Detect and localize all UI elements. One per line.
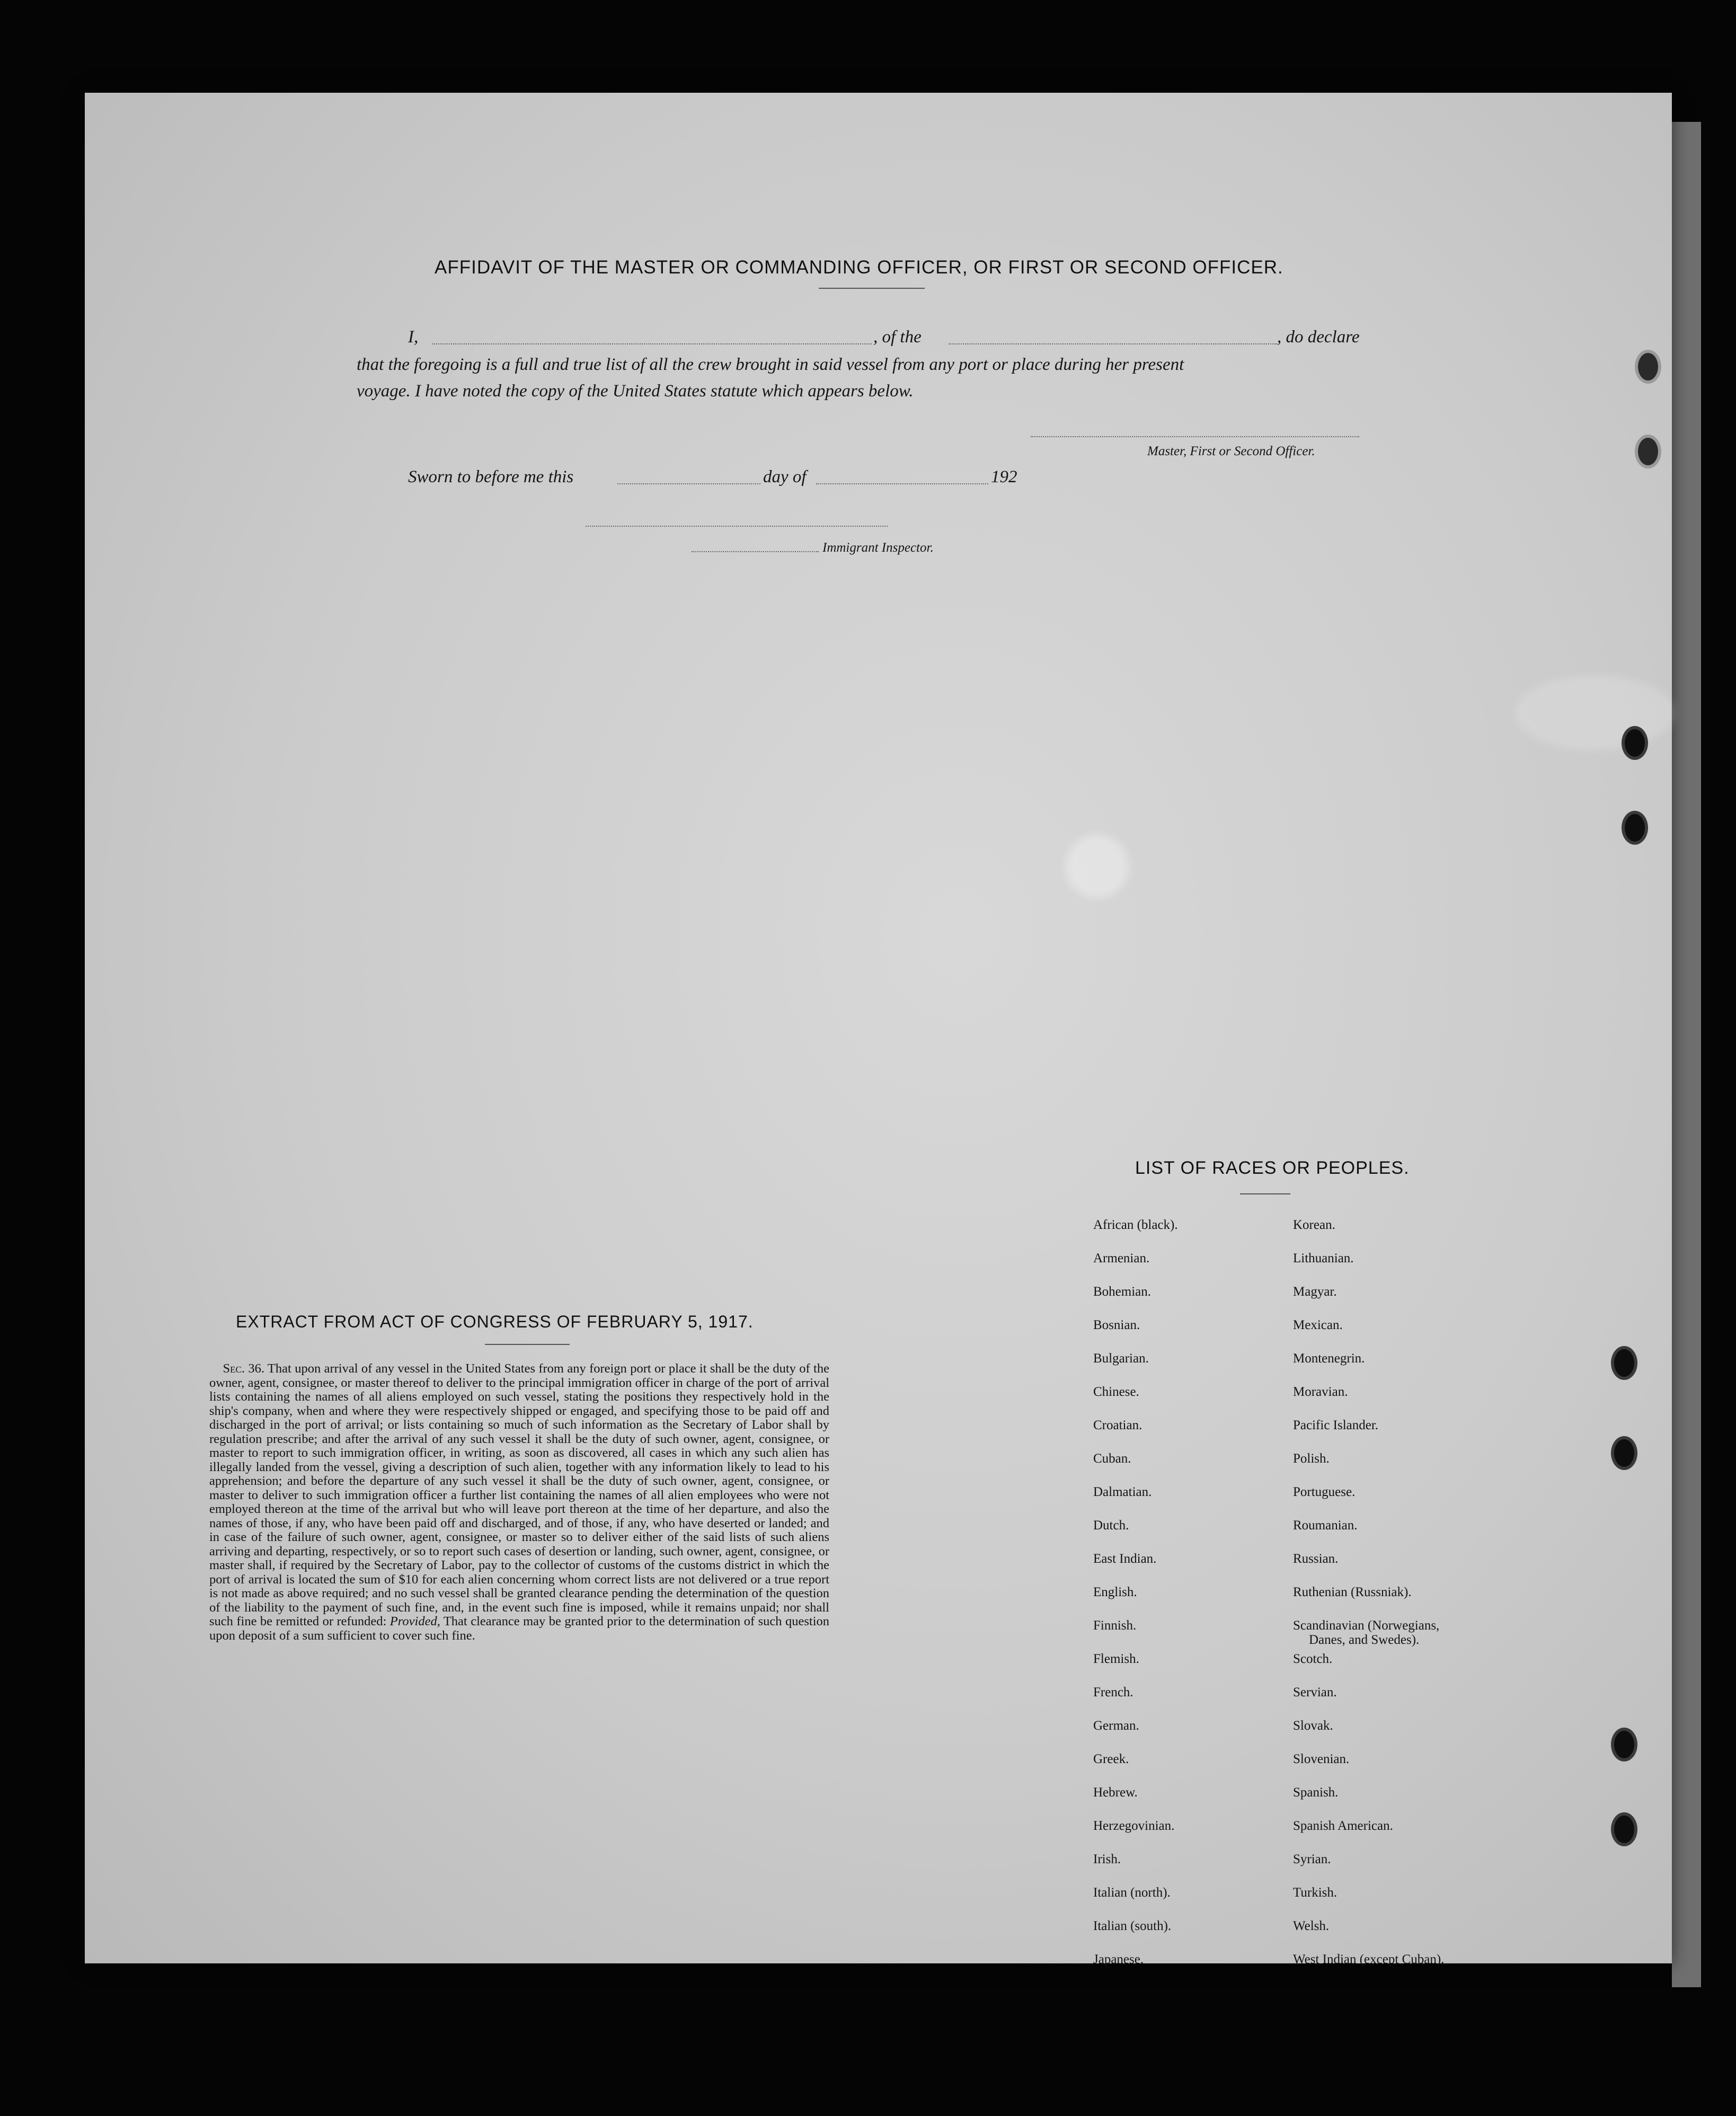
race-entry: Montenegrin. — [1293, 1351, 1365, 1366]
race-entry: Italian (south). — [1093, 1919, 1172, 1933]
witness-line[interactable] — [586, 526, 888, 527]
sworn-month-line[interactable] — [816, 483, 988, 484]
declarant-label: I, — [408, 327, 419, 347]
race-entry: East Indian. — [1093, 1552, 1157, 1566]
binder-hole — [1611, 1812, 1637, 1846]
race-entry: Korean. — [1293, 1218, 1335, 1232]
race-entry: Scotch. — [1293, 1652, 1333, 1666]
races-title: LIST OF RACES OR PEOPLES. — [1135, 1158, 1410, 1178]
light-glare — [1065, 835, 1129, 898]
race-entry: Cuban. — [1093, 1451, 1131, 1466]
affidavit-statement-line1: that the foregoing is a full and true list of all the crew brought in said vessel from any port or place during her present — [357, 355, 1184, 374]
race-entry: Chinese. — [1093, 1385, 1139, 1399]
extract-divider — [485, 1344, 570, 1345]
race-entry: Welsh. — [1293, 1919, 1330, 1933]
race-entry: Bulgarian. — [1093, 1351, 1149, 1366]
race-entry: Bosnian. — [1093, 1318, 1140, 1332]
race-entry: Flemish. — [1093, 1652, 1139, 1666]
declare-label: , do declare — [1277, 327, 1360, 347]
race-entry: Ruthenian (Russniak). — [1293, 1585, 1412, 1599]
race-entry: German. — [1093, 1719, 1139, 1733]
extract-provided: Provided, — [389, 1614, 440, 1628]
race-entry: Turkish. — [1293, 1885, 1338, 1900]
extract-text-proviso: That clearance may be granted prior to the determination of such question upon deposit of a sum sufficient to cover such fine. — [209, 1614, 830, 1643]
day-of-label: day of — [763, 467, 807, 486]
race-entry: Italian (north). — [1093, 1885, 1171, 1900]
race-entry: Croatian. — [1093, 1418, 1142, 1432]
race-entry: Greek. — [1093, 1752, 1129, 1766]
binder-hole — [1611, 1436, 1637, 1470]
race-entry: English. — [1093, 1585, 1137, 1599]
race-entry: Herzegovinian. — [1093, 1819, 1175, 1833]
race-entry: Spanish American. — [1293, 1819, 1393, 1833]
race-entry: Polish. — [1293, 1451, 1330, 1466]
title-divider — [819, 288, 925, 289]
race-entry: French. — [1093, 1685, 1133, 1699]
race-entry: West Indian (except Cuban). — [1293, 1952, 1445, 1967]
race-entry: Magyar. — [1293, 1285, 1337, 1299]
light-glare — [1516, 676, 1675, 750]
race-entry: Dutch. — [1093, 1518, 1129, 1533]
race-entry: Mexican. — [1293, 1318, 1343, 1332]
race-entry: Syrian. — [1293, 1852, 1331, 1866]
race-entry: Armenian. — [1093, 1251, 1150, 1265]
binder-hole — [1611, 1728, 1637, 1761]
race-entry: Slovenian. — [1293, 1752, 1350, 1766]
race-entry: Russian. — [1293, 1552, 1339, 1566]
declarant-name-line[interactable] — [432, 343, 872, 344]
race-entry: Hebrew. — [1093, 1785, 1138, 1800]
race-entry: Scandinavian (Norwegians, — [1293, 1618, 1440, 1633]
year-label: 192 — [991, 467, 1017, 486]
race-entry: Finnish. — [1093, 1618, 1137, 1633]
officer-signature-caption: Master, First or Second Officer. — [1147, 444, 1315, 458]
binder-hole — [1622, 726, 1648, 760]
race-entry: Lithuanian. — [1293, 1251, 1354, 1265]
race-entry: Irish. — [1093, 1852, 1121, 1866]
inspector-signature-line[interactable] — [692, 551, 819, 552]
race-entry: Japanese. — [1093, 1952, 1144, 1967]
race-entry: Portuguese. — [1293, 1485, 1356, 1499]
races-divider — [1240, 1193, 1290, 1194]
race-entry: Servian. — [1293, 1685, 1337, 1699]
officer-signature-line[interactable] — [1031, 436, 1359, 437]
race-entry-continuation: Danes, and Swedes). — [1309, 1633, 1420, 1647]
extract-title: EXTRACT FROM ACT OF CONGRESS OF FEBRUARY 5, 1917. — [236, 1312, 754, 1331]
sworn-day-line[interactable] — [617, 483, 760, 484]
sworn-label: Sworn to before me this — [408, 467, 574, 486]
race-entry: Slovak. — [1293, 1719, 1333, 1733]
race-entry: Dalmatian. — [1093, 1485, 1152, 1499]
binder-hole — [1635, 435, 1661, 468]
page-edge-strip — [1672, 122, 1701, 1987]
extract-body — [209, 1362, 829, 1643]
affidavit-statement-line2: voyage. I have noted the copy of the United States statute which appears below. — [357, 382, 914, 401]
binder-hole — [1622, 811, 1648, 845]
vessel-label: , of the — [873, 327, 922, 347]
section-label: Sec. 36. — [223, 1361, 264, 1376]
affidavit-title: AFFIDAVIT OF THE MASTER OR COMMANDING OFFICER, OR FIRST OR SECOND OFFICER. — [435, 257, 1283, 278]
race-entry: Moravian. — [1293, 1385, 1348, 1399]
race-entry: Pacific Islander. — [1293, 1418, 1379, 1432]
race-entry: Roumanian. — [1293, 1518, 1358, 1533]
inspector-caption: Immigrant Inspector. — [822, 541, 934, 555]
extract-text-main: That upon arrival of any vessel in the United States from any foreign port or place it shall be the duty of the owner, agent, consignee, or master thereof to deliver to the principal immigration officer in charge of the port of arrival lists containing the names of all aliens employed on such vessel, stating the positions they respectively hold in the ship's company, when and where they were respectively shipped or engaged, and specifying those to be paid off and discharged in the port of arrival; or lists containing so much of such information as the Secretary of Labor shall by regulation prescribe; and after the arrival of any such vessel it shall be the duty of such owner, agent, consignee, or master to report to such immigration officer, in writing, as soon as discovered, all cases in which any such alien has illegally landed from the vessel, giving a description of such alien, together with any information likely to lead to his apprehension; and before the departure of any such vessel it shall be the duty of such owner, agent, consignee, or master to deliver to such immigration officer a further list containing the names of all alien employees who were not employed thereon at the time of the arrival but who will leave port thereon at the time of her departure, and also the names of those, if any, who have been paid off and discharged, and of those, if any, who have deserted or landed; and in case of the failure of such owner, agent, consignee, or master so to deliver either of the said lists of such aliens arriving and departing, respectively, or so to report such cases of desertion or landing, such owner, agent, consignee, or master shall, if required by the Secretary of Labor, pay to the collector of customs of the customs district in which the port of arrival is located the sum of $10 for each alien concerning whom correct lists are not delivered or a true report is not made as above required; and no such vessel shall be granted clearance pending the determination of the question of the liability to the payment of such fine, and, in the event such fine is imposed, while it remains unpaid; nor shall such fine be remitted or refunded: — [209, 1361, 829, 1628]
race-entry: Spanish. — [1293, 1785, 1339, 1800]
binder-hole — [1635, 350, 1661, 384]
race-entry: Bohemian. — [1093, 1285, 1152, 1299]
vessel-name-line[interactable] — [949, 343, 1277, 344]
binder-hole — [1611, 1346, 1637, 1380]
race-entry: African (black). — [1093, 1218, 1178, 1232]
